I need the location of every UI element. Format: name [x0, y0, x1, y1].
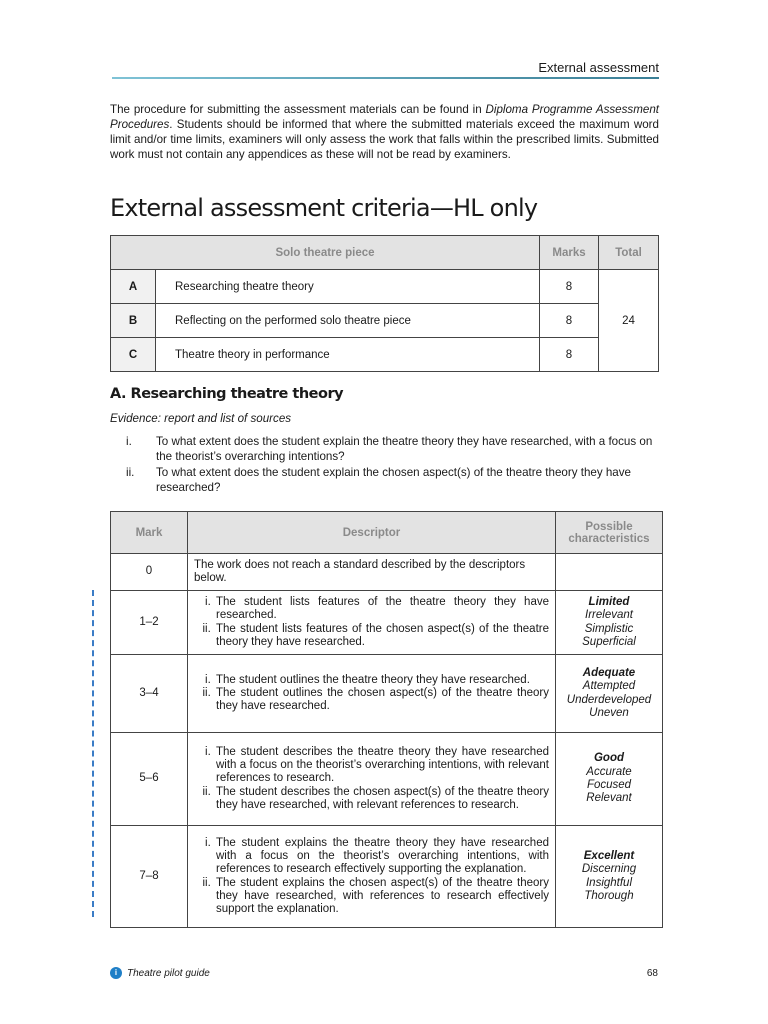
- table-row: [111, 655, 663, 733]
- table-row: [111, 304, 659, 338]
- evidence-note: Evidence: report and list of sources: [110, 412, 292, 425]
- change-bar: [92, 590, 94, 917]
- col-header: Solo theatre piece: [111, 236, 540, 270]
- mark-band: 5–6: [111, 733, 188, 826]
- table-row: [111, 338, 659, 372]
- characteristic: Attempted: [582, 680, 636, 693]
- intro-paragraph: [110, 102, 659, 162]
- criterion-marks: 8: [540, 338, 599, 372]
- descriptor: [188, 591, 556, 655]
- question-number: ii.: [126, 466, 135, 479]
- descriptor-item: ii. The student explains the chosen aspect(s) of the theatre theory they have researched, with references to research effectively support the explanation.: [214, 877, 549, 917]
- page-title: External assessment criteria—HL only: [110, 194, 538, 222]
- question-list: [110, 434, 659, 496]
- criterion-marks: 8: [540, 270, 599, 304]
- characteristic: Superficial: [582, 635, 636, 648]
- characteristics: [556, 591, 663, 655]
- characteristic: Underdeveloped: [566, 693, 652, 706]
- col-header: Descriptor: [188, 512, 556, 554]
- descriptor-item: i. The student describes the theatre theory they have researched with a focus on the theorist’s overarching intentions, with relevant references to research.: [214, 746, 549, 786]
- characteristic: Simplistic: [584, 622, 634, 635]
- intro-text: . Students should be informed that where the submitted materials exceed the maximum word limit and/or time limits, examiners will only assess the work that falls within the prescribed limits. Submitted work must not contain any appendices as these will not be read by examiners.: [110, 118, 659, 161]
- characteristic: Uneven: [589, 706, 629, 719]
- section-heading: A. Researching theatre theory: [110, 386, 344, 402]
- characteristics: [556, 655, 663, 733]
- table-row: [111, 270, 659, 304]
- col-header: Marks: [540, 236, 599, 270]
- rubric-table: [110, 511, 663, 928]
- descriptor: [188, 655, 556, 733]
- question-text: To what extent does the student explain the theatre theory they have researched, with a focus on the theorist’s overarching intentions?: [156, 435, 653, 463]
- characteristic: Relevant: [586, 792, 632, 805]
- col-header: Possible characteristics: [556, 512, 663, 554]
- page-number: 68: [646, 968, 658, 979]
- descriptor: [188, 826, 556, 928]
- question-text: To what extent does the student explain the chosen aspect(s) of the theatre theory they have researched?: [156, 466, 631, 494]
- intro-italic: Diploma Programme Assessment Procedures: [110, 103, 659, 131]
- ib-logo-icon: i: [110, 967, 122, 979]
- running-header: External assessment: [538, 60, 659, 75]
- characteristic: Insightful: [585, 876, 633, 889]
- col-header: Total: [599, 236, 659, 270]
- characteristic: Focused: [586, 779, 632, 791]
- descriptor-item: i. The student explains the theatre theory they have researched with a focus on the theorist’s overarching intentions, with references to research effectively supporting the explanation.: [214, 837, 549, 877]
- characteristic: Good: [593, 752, 625, 765]
- criterion-marks: 8: [540, 304, 599, 338]
- criterion-letter: A: [111, 270, 156, 304]
- descriptor-item: ii. The student outlines the chosen aspect(s) of the theatre theory they have researched.: [214, 687, 549, 714]
- mark-band: 1–2: [111, 591, 188, 655]
- characteristic: Excellent: [583, 849, 635, 862]
- characteristic: Thorough: [584, 889, 634, 902]
- question-item: [110, 465, 659, 495]
- mark-band: 0: [111, 554, 188, 591]
- descriptor: [188, 733, 556, 826]
- intro-text: The procedure for submitting the assessment materials can be found in: [110, 103, 486, 116]
- mark-band: 7–8: [111, 826, 188, 928]
- question-item: [110, 434, 659, 464]
- characteristic: Discerning: [581, 863, 637, 876]
- mark-band: 3–4: [111, 655, 188, 733]
- characteristics: [556, 733, 663, 826]
- col-header: Mark: [111, 512, 188, 554]
- descriptor: The work does not reach a standard described by the descriptors below.: [188, 554, 556, 591]
- table-row: [111, 826, 663, 928]
- characteristic: Irrelevant: [585, 609, 633, 622]
- table-row: [111, 591, 663, 655]
- characteristics: [556, 826, 663, 928]
- descriptor-item: i. The student outlines the theatre theory they have researched.: [214, 674, 549, 687]
- criterion-letter: C: [111, 338, 156, 372]
- header-rule: [112, 77, 659, 79]
- criterion-letter: B: [111, 304, 156, 338]
- characteristic: Limited: [588, 595, 630, 608]
- table-row: [111, 554, 663, 591]
- criterion-name: Theatre theory in performance: [156, 338, 540, 372]
- criterion-name: Reflecting on the performed solo theatre piece: [156, 304, 540, 338]
- descriptor-item: i. The student lists features of the theatre theory they have researched.: [214, 596, 549, 623]
- guide-title: Theatre pilot guide: [127, 967, 210, 979]
- footer: [110, 967, 210, 979]
- characteristic: Adequate: [582, 666, 636, 679]
- descriptor-item: ii. The student lists features of the chosen aspect(s) of the theatre theory they have researched.: [214, 623, 549, 650]
- criterion-name: Researching theatre theory: [156, 270, 540, 304]
- total-marks: 24: [599, 270, 659, 372]
- characteristic: Accurate: [586, 765, 632, 778]
- descriptor-item: ii. The student describes the chosen aspect(s) of the theatre theory they have researched, with relevant references to research.: [214, 786, 549, 813]
- table-row: [111, 733, 663, 826]
- summary-table: [110, 235, 659, 372]
- question-number: i.: [126, 435, 132, 448]
- characteristics: [556, 554, 663, 591]
